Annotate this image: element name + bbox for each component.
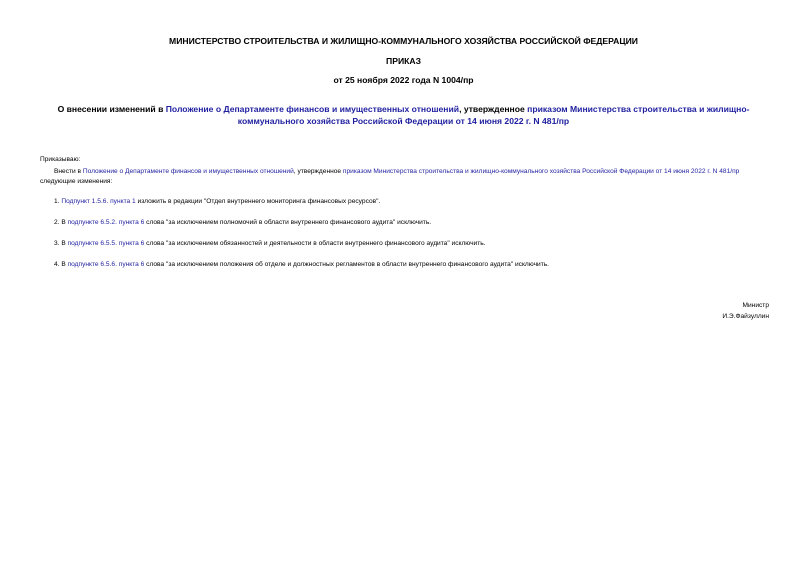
item-prefix: 1.: [54, 198, 62, 205]
subject-prefix: О внесении изменений в: [57, 104, 166, 114]
item-prefix: 3. В: [54, 240, 68, 247]
signature-title: Министр: [742, 302, 769, 309]
intro-middle: , утвержденное: [293, 168, 343, 175]
order-word: Приказываю:: [40, 156, 81, 163]
signature-name: И.Э.Файзуллин: [722, 313, 769, 320]
ministry-heading: МИНИСТЕРСТВО СТРОИТЕЛЬСТВА И ЖИЛИЩНО-КОММУНАЛЬНОГО ХОЗЯЙСТВА РОССИЙСКОЙ ФЕДЕРАЦИИ: [169, 36, 638, 46]
item-link[interactable]: Подпункт 1.5.6. пункта 1: [61, 198, 136, 205]
intro-order-link[interactable]: приказом Министерства строительства и жилищно-коммунального хозяйства Российской Федерации от 14 июня 2022 г. N 481/пр: [342, 168, 740, 175]
list-item: [54, 218, 770, 228]
order-date: от 25 ноября 2022 года N 1004/пр: [333, 75, 474, 85]
subject-regulation-link[interactable]: Положение о Департаменте финансов и имущественных отношений: [165, 104, 460, 114]
intro-suffix: следующие изменения:: [40, 178, 113, 185]
item-text: слова "за исключением обязанностей и деятельности в области внутреннего финансового аудита" исключить.: [144, 240, 486, 247]
item-prefix: 2. В: [54, 219, 68, 226]
item-text: слова "за исключением положения об отделе и должностных регламентов в области внутреннего финансового аудита" исключить.: [144, 261, 549, 268]
item-link[interactable]: подпункте 6.5.2. пункта 6: [67, 219, 145, 226]
intro-prefix: Внести в: [54, 168, 83, 175]
intro-regulation-link[interactable]: Положение о Департаменте финансов и имущественных отношений: [82, 168, 294, 175]
intro-paragraph: [40, 167, 770, 187]
order-label: ПРИКАЗ: [386, 56, 421, 66]
order-subject: [40, 104, 767, 127]
subject-middle: , утвержденное: [459, 104, 528, 114]
list-item: [54, 197, 770, 207]
item-text: изложить в редакции "Отдел внутреннего мониторинга финансовых ресурсов".: [135, 198, 381, 205]
list-item: [54, 260, 770, 270]
item-prefix: 4. В: [54, 261, 68, 268]
item-link[interactable]: подпункте 6.5.6. пункта 6: [67, 261, 145, 268]
subject-order-link[interactable]: приказом Министерства строительства и жилищно-коммунального хозяйства Российской Федерации от 14 июня 2022 г. N 481/пр: [237, 104, 750, 126]
item-text: слова "за исключением полномочий в области внутреннего финансового аудита" исключить.: [144, 219, 432, 226]
list-item: [54, 239, 770, 249]
item-link[interactable]: подпункте 6.5.5. пункта 6: [67, 240, 145, 247]
